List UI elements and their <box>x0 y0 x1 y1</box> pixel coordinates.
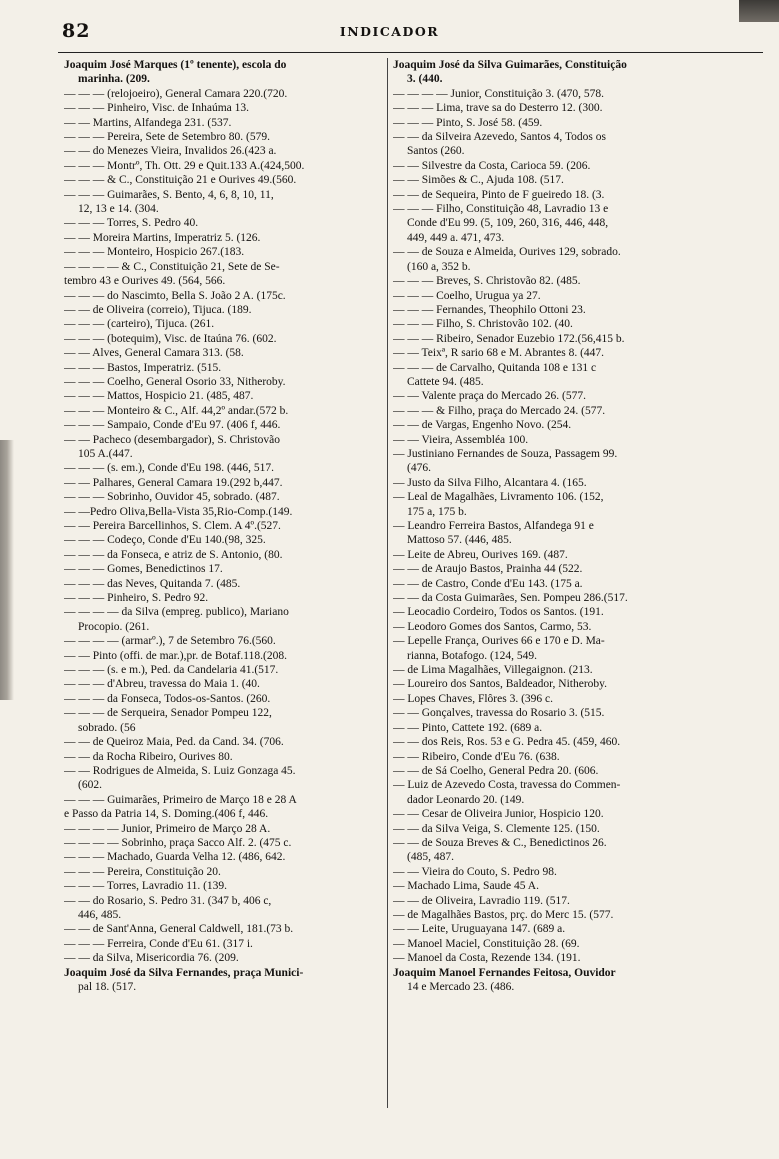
directory-entry-line: — — — Filho, S. Christovão 102. (40. <box>393 318 573 331</box>
directory-entry-line: — — — Monteiro & C., Alf. 44,2º andar.(572 b. <box>64 404 289 417</box>
directory-entry-line: — Leocadio Cordeiro, Todos os Santos. (191. <box>393 606 604 619</box>
directory-entry-line: tembro 43 e Ourives 49. (564, 566. <box>64 275 226 288</box>
directory-entry-line: — — — Lima, trave sa do Desterro 12. (300. <box>393 102 603 115</box>
directory-entry-line: — Justo da Silva Filho, Alcantara 4. (165. <box>393 476 587 489</box>
directory-entry-line: — — Silvestre da Costa, Carioca 59. (206. <box>393 159 591 172</box>
directory-entry-line: — — Ribeiro, Conde d'Eu 76. (638. <box>393 750 560 763</box>
directory-entry-line: — Lopes Chaves, Flôres 3. (396 c. <box>393 692 554 705</box>
directory-entry-line: — — Vieira do Couto, S. Pedro 98. <box>393 865 557 878</box>
directory-entry-line: — Justiniano Fernandes de Souza, Passagem 99. <box>393 447 618 460</box>
directory-entry-line: (476. <box>407 462 431 475</box>
directory-entry-line: — — — (s. em.), Conde d'Eu 198. (446, 517. <box>64 462 275 475</box>
directory-entry-line: — — da Silva Veiga, S. Clemente 125. (150. <box>393 822 600 835</box>
directory-entry-line: — — — Pinheiro, Visc. de Inhaúma 13. <box>64 102 249 115</box>
page-corner-mark <box>739 0 779 22</box>
directory-entry-line: — — Valente praça do Mercado 26. (577. <box>393 390 586 403</box>
directory-entry-line: — Leodoro Gomes dos Santos, Carmo, 53. <box>393 620 592 633</box>
directory-entry-line: — — Pacheco (desembargador), S. Christovão <box>64 433 281 446</box>
directory-entry-line: — Lepelle França, Ourives 66 e 170 e D. Ma- <box>393 635 605 648</box>
directory-entry-line: — Loureiro dos Santos, Baldeador, Nitheroby. <box>393 678 608 691</box>
directory-entry-line: — — — (carteiro), Tijuca. (261. <box>64 318 215 331</box>
directory-entry-line: — — do Rosario, S. Pedro 31. (347 b, 406 c, <box>64 894 272 907</box>
header-rule <box>58 52 763 53</box>
directory-entry-line: 105 A.(447. <box>78 447 133 460</box>
directory-entry-line: — — Vieira, Assembléa 100. <box>393 433 529 446</box>
directory-entry-line: — — — Ribeiro, Senador Euzebio 172.(56,415 b. <box>393 332 625 345</box>
directory-entry-line: — — Simões & C., Ajuda 108. (517. <box>393 174 564 187</box>
directory-entry-line: (602. <box>78 779 102 792</box>
directory-entry-line: — de Magalhães Bastos, prç. do Merc 15. (577. <box>393 908 614 921</box>
directory-entry-line: — — Palhares, General Camara 19.(292 b,447. <box>64 476 283 489</box>
directory-entry-line: — — — — Junior, Constituição 3. (470, 578. <box>393 87 605 100</box>
directory-entry-line: — — Pinto, Cattete 192. (689 a. <box>393 721 543 734</box>
directory-entry-line: — — — Torres, S. Pedro 40. <box>64 217 199 230</box>
directory-entry-line: — — — Monteiro, Hospicio 267.(183. <box>64 246 245 259</box>
directory-entry-line: — — Cesar de Oliveira Junior, Hospicio 120. <box>393 808 604 821</box>
directory-entry-line: — — — Guimarães, S. Bento, 4, 6, 8, 10, 11, <box>64 188 274 201</box>
directory-entry-line: (485, 487. <box>407 851 454 864</box>
directory-entry-line: — — da Rocha Ribeiro, Ourives 80. <box>64 750 233 763</box>
directory-entry-line: — — da Silva, Misericordia 76. (209. <box>64 952 239 965</box>
directory-entry-line: — — — Pinheiro, S. Pedro 92. <box>64 592 209 605</box>
column-separator <box>387 58 388 1108</box>
directory-entry-line: — — — d'Abreu, travessa do Maia 1. (40. <box>64 678 260 691</box>
directory-entry-line: — — do Menezes Vieira, Invalidos 26.(423 a. <box>64 145 277 158</box>
directory-entry-line: — — — Guimarães, Primeiro de Março 18 e 28 A <box>64 793 297 806</box>
directory-entry-line: — — Pinto (offi. de mar.),pr. de Botaf.118.(208. <box>64 649 287 662</box>
directory-entry-line: — Manoel da Costa, Rezende 134. (191. <box>393 952 581 965</box>
directory-entry-line: — — — Codeço, Conde d'Eu 140.(98, 325. <box>64 534 266 547</box>
directory-entry-line: — — Pereira Barcellinhos, S. Clem. A 4º.(527. <box>64 520 281 532</box>
directory-entry-line: — — de Souza Breves & C., Benedictinos 26. <box>393 836 607 849</box>
directory-entry-line: — — — — da Silva (empreg. publico), Mariano <box>64 606 289 619</box>
directory-entry-line: — — de Sequeira, Pinto de F gueiredo 18. (3. <box>393 188 605 201</box>
directory-entry-line: — Manoel Maciel, Constituição 28. (69. <box>393 937 580 950</box>
directory-entry-line: sobrado. (56 <box>78 721 136 734</box>
directory-entry-line: — — dos Reis, Ros. 53 e G. Pedra 45. (459, 460. <box>393 736 621 749</box>
directory-entry-line: — — — Pereira, Constituição 20. <box>64 865 221 878</box>
directory-entry-line: 446, 485. <box>78 908 122 921</box>
directory-entry-line: — — — Machado, Guarda Velha 12. (486, 642. <box>64 851 286 864</box>
directory-entry-line: — — — da Fonseca, e atriz de S. Antonio, (80. <box>64 548 283 561</box>
directory-entry-line: Mattoso 57. (446, 485. <box>407 534 512 547</box>
directory-entry-line: pal 18. (517. <box>78 981 137 993</box>
directory-entry-line: Procopio. (261. <box>78 620 150 633</box>
directory-entry-line: Joaquim José da Silva Guimarães, Constituição <box>393 59 627 71</box>
directory-entry-line: — — — Gomes, Benedictinos 17. <box>64 563 223 576</box>
directory-entry-line: — — — de Serqueira, Senador Pompeu 122, <box>64 707 272 720</box>
directory-entry-line: — — — Sobrinho, Ouvidor 45, sobrado. (487. <box>64 491 280 504</box>
directory-entry-line: — — Gonçalves, travessa do Rosario 3. (515. <box>393 707 605 720</box>
directory-entry-line: — — de Vargas, Engenho Novo. (254. <box>393 419 572 432</box>
directory-entry-line: — — — Bastos, Imperatriz. (515. <box>64 361 222 374</box>
directory-entry-line: — — — (s. e m.), Ped. da Candelaria 41.(517. <box>64 664 279 677</box>
directory-entry-line: marinha. (209. <box>78 73 150 86</box>
directory-entry-line: Cattete 94. (485. <box>407 375 484 388</box>
directory-entry-line: — — — — (armarº.), 7 de Setembro 76.(560. <box>64 635 276 648</box>
directory-entry-line: — — — Fernandes, Theophilo Ottoni 23. <box>393 303 586 316</box>
directory-entry-line: — — — Coelho, Urugua ya 27. <box>393 289 541 302</box>
directory-entry-line: — — Martins, Alfandega 231. (537. <box>64 116 232 129</box>
directory-entry-line: — Leite de Abreu, Ourives 169. (487. <box>393 548 568 561</box>
directory-entry-line: Joaquim José Marques (1º tenente), escola do <box>64 59 287 71</box>
left-column <box>64 58 384 994</box>
directory-entry-line: — — — & C., Constituição 21 e Ourives 49.(560. <box>64 174 297 187</box>
directory-entry-line: 3. (440. <box>407 73 443 86</box>
directory-entry-line: 12, 13 e 14. (304. <box>78 203 159 216</box>
directory-entry-line: — — — Coelho, General Osorio 33, Nitheroby. <box>64 375 286 388</box>
directory-entry-line: — — — do Nascimto, Bella S. João 2 A. (175c. <box>64 289 286 302</box>
directory-entry-line: 14 e Mercado 23. (486. <box>407 981 515 993</box>
directory-entry-line: Conde d'Eu 99. (5, 109, 260, 316, 446, 448, <box>407 217 609 230</box>
directory-entry-line: — — da Silveira Azevedo, Santos 4, Todos os <box>393 131 606 144</box>
directory-entry-line: 175 a, 175 b. <box>407 505 467 518</box>
directory-entry-line: — — de Sant'Anna, General Caldwell, 181.(73 b. <box>64 923 294 936</box>
directory-entry-line: — de Lima Magalhães, Villegaignon. (213. <box>393 664 593 677</box>
directory-entry-line: — Leandro Ferreira Bastos, Alfandega 91 e <box>393 520 594 532</box>
directory-entry-line: — — de Araujo Bastos, Prainha 44 (522. <box>393 563 583 576</box>
directory-entry-line: — Leal de Magalhães, Livramento 106. (152, <box>393 491 604 504</box>
directory-entry-line: — — — (botequim), Visc. de Itaúna 76. (602. <box>64 332 277 345</box>
directory-entry-line: — — de Castro, Conde d'Eu 143. (175 a. <box>393 577 583 590</box>
directory-entry-line: — —Pedro Oliva,Bella-Vista 35,Rio-Comp.(149. <box>64 505 293 518</box>
directory-entry-line: Joaquim José da Silva Fernandes, praça Munici- <box>64 966 304 979</box>
directory-entry-line: Joaquim Manoel Fernandes Feitosa, Ouvidor <box>393 966 616 979</box>
directory-entry-line: — — de Sá Coelho, General Pedra 20. (606. <box>393 764 599 777</box>
directory-entry-line: Santos (260. <box>407 145 465 158</box>
directory-entry-line: — Luiz de Azevedo Costa, travessa do Commen- <box>393 779 621 792</box>
directory-entry-line: — — — Montrº, Th. Ott. 29 e Quit.133 A.(424,500. <box>64 159 305 172</box>
directory-entry-line: — — de Oliveira (correio), Tijuca. (189. <box>64 303 252 316</box>
right-column <box>393 58 755 994</box>
directory-entry-line: — — de Souza e Almeida, Ourives 129, sobrado. <box>393 246 621 259</box>
directory-entry-line: rianna, Botafogo. (124, 549. <box>407 649 537 662</box>
directory-entry-line: — — — & Filho, praça do Mercado 24. (577. <box>393 404 606 417</box>
directory-entry-line: — — de Oliveira, Lavradio 119. (517. <box>393 894 570 907</box>
directory-entry-line: — — — da Fonseca, Todos-os-Santos. (260. <box>64 692 271 705</box>
directory-entry-line: — — — (relojoeiro), General Camara 220.(720. <box>64 87 288 100</box>
directory-entry-line: — — — Ferreira, Conde d'Eu 61. (317 i. <box>64 937 253 950</box>
directory-entry-line: — — — Mattos, Hospicio 21. (485, 487. <box>64 390 254 403</box>
directory-entry-line: — — — Filho, Constituição 48, Lavradio 13 e <box>393 203 609 216</box>
directory-entry-line: — — Leite, Uruguayana 147. (689 a. <box>393 923 566 936</box>
directory-entry-line: — — de Queiroz Maia, Ped. da Cand. 34. (706. <box>64 736 284 749</box>
binding-shadow <box>0 440 14 700</box>
directory-entry-line: — — — — & C., Constituição 21, Sete de Se- <box>64 260 280 273</box>
directory-entry-line: — — — Pereira, Sete de Setembro 80. (579. <box>64 131 270 144</box>
directory-entry-line: — — — Breves, S. Christovão 82. (485. <box>393 275 581 288</box>
directory-entry-line: — — Teixª, R sario 68 e M. Abrantes 8. (447. <box>393 347 605 360</box>
directory-entry-line: — — — Sampaio, Conde d'Eu 97. (406 f, 446. <box>64 419 281 432</box>
directory-entry-line: — — — das Neves, Quitanda 7. (485. <box>64 577 241 590</box>
directory-entry-line: e Passo da Patria 14, S. Doming.(406 f, 446. <box>64 808 269 821</box>
directory-entry-line: 449, 449 a. 471, 473. <box>407 231 505 244</box>
directory-entry-line: — — da Costa Guimarães, Sen. Pompeu 286.(517. <box>393 592 628 605</box>
directory-entry-line: — — — — Sobrinho, praça Sacco Alf. 2. (475 c. <box>64 836 292 849</box>
directory-entry-line: — — Moreira Martins, Imperatriz 5. (126. <box>64 231 261 244</box>
page-title: INDICADOR <box>339 24 440 39</box>
directory-entry-line: — — Rodrigues de Almeida, S. Luiz Gonzaga 45. <box>64 764 296 777</box>
directory-entry-line: — — — Torres, Lavradio 11. (139. <box>64 880 228 893</box>
page-number: 82 <box>62 20 91 42</box>
directory-entry-line: — — — de Carvalho, Quitanda 108 e 131 c <box>393 361 597 374</box>
directory-entry-line: — — — — Junior, Primeiro de Março 28 A. <box>64 822 271 835</box>
directory-entry-line: — — Alves, General Camara 313. (58. <box>64 347 244 360</box>
directory-entry-line: — Machado Lima, Saude 45 A. <box>393 880 539 893</box>
directory-entry-line: dador Leonardo 20. (149. <box>407 793 525 806</box>
directory-entry-line: (160 a, 352 b. <box>407 260 471 273</box>
directory-entry-line: — — — Pinto, S. José 58. (459. <box>393 116 543 129</box>
